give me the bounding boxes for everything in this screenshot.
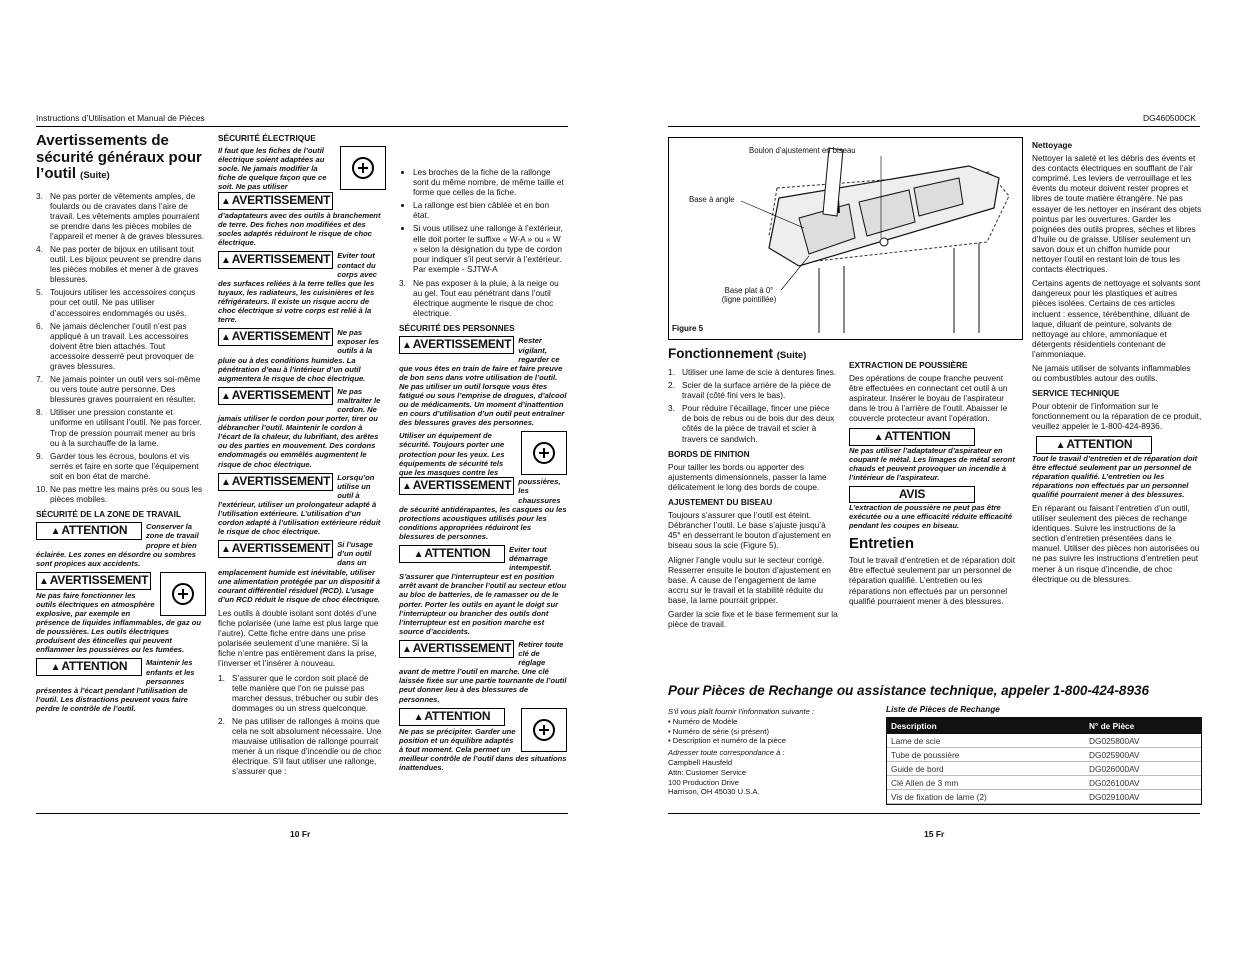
avertissement-label: ▲AVERTISSEMENT (218, 473, 333, 491)
warning-block: ▲AVERTISSEMENT Lorsqu’on utilise un outil à l’extérieur, utiliser un prolongateur adapté à l’utilisation extérieure. L’utilisation d’un cordon adapté à l’utilisation extérieure réduit le risque de choc électrique. (218, 472, 381, 537)
attention-label: ▲ATTENTION (36, 658, 142, 676)
list-item: 7. Ne jamais pointer un outil vers soi-même ou vers toute autre personne. Des blessures graves pourraient en résulter. (36, 374, 201, 405)
warning-triangle-icon: ▲ (402, 481, 412, 493)
right-col-a (668, 346, 838, 633)
warning-block: ▲ATTENTION Eviter tout démarrage intempestif. S’assurer que l’interrupteur est en position arrêt avant de brancher l’outil au secteur et/ou au bloc de batteries, de le ramasser ou de le porter. Porter les outils en ayant le doigt sur l’interrupteur ou brancher des outils dont l’interrupteur est en position marche est source d’accidents. (399, 545, 567, 636)
warning-block: ▲ATTENTION Ne pas se précipiter. Garder une position et un équilibre adaptés à tout moment. Cela permet un meilleur contrôle de l’outil dans des situations inattendues. (399, 708, 567, 772)
parts-banner: Pour Pièces de Rechange ou assistance technique, appeler 1-800-424-8936 (668, 683, 1149, 698)
paragraph: Ne jamais utiliser de solvants inflammables ou combustibles autour des outils. (1032, 362, 1191, 384)
provide-item: • Numéro de série (si présent) (668, 726, 769, 736)
list-item: 3. Pour réduire l’écaillage, fincer une pièce de bois de rebus ou de bois dur des deux côtés de la pièce de travail et scier à travers ce sandwich. (668, 403, 835, 444)
col-header-description: Description (887, 718, 1085, 734)
warning-triangle-icon: ▲ (413, 549, 424, 560)
bullet-item: • Si vous utilisez une rallonge à l’extérieur, elle doit porter le suffixe « W-A » ou « W » selon la désignation du type de cordon pour indiquer s’il peut servir à l’extérieur. Par exemple - SJTW-A (413, 223, 567, 273)
avis-label: AVIS (849, 486, 975, 503)
service-heading: SERVICE TECHNIQUE (1032, 388, 1120, 399)
left-col-3 (399, 133, 567, 776)
list-item: 2. Scier de la surface arrière de la pièce de travail (côté fini vers le bas). (668, 380, 831, 401)
address-line: 100 Production Drive (668, 777, 739, 787)
address-line: Campbell Hausfeld (668, 757, 733, 767)
footer-rule-right (668, 813, 1200, 814)
callout-bevel-bolt: Boulon d’ajustement en biseau (749, 146, 856, 155)
attention-label: ▲ATTENTION (399, 708, 505, 726)
paragraph: Garder la scie fixe et le base fermement sur la pièce de travail. (668, 608, 838, 630)
part-number: DG029100AV (1085, 790, 1201, 804)
parts-list (886, 704, 1202, 805)
fonctionnement-list (668, 367, 838, 444)
avertissement-label: ▲AVERTISSEMENT (399, 640, 514, 658)
part-number: DG026100AV (1085, 776, 1201, 790)
warning-block: ▲AVERTISSEMENT Ne pas exposer les outils à la pluie ou à des conditions humides. La pénétration d’eau à l’intérieur d’un outil augmentera le risque de choc électrique. (218, 328, 380, 383)
address-line: Harrison, OH 45030 U.S.A. (668, 787, 760, 797)
avertissement-label: ▲AVERTISSEMENT (218, 540, 333, 558)
callout-flat-base: Base plat à 0° (ligne pointillée) (721, 286, 777, 304)
paragraph: Certains agents de nettoyage et solvants sont dangereux pour les plastiques et autres pièces isolées. Certains de ces articles incluent : essence, térébenthine, diluant de laque, diluant de peinture, solvants de nettoyage au chlore, ammoniaque et détergents résidentiels contenant de l’ammoniaque. (1032, 278, 1201, 359)
warning-triangle-icon: ▲ (413, 711, 424, 723)
warning-triangle-icon: ▲ (221, 332, 231, 344)
header-rule-left (36, 126, 568, 127)
pers-warnings (399, 336, 567, 772)
extraction-heading: EXTRACTION DE POUSSIÈRE (849, 360, 968, 370)
attention-label: ▲ATTENTION (36, 522, 142, 540)
bullet-item: • La rallonge est bien câblée et en bon état. (413, 200, 567, 220)
left-col-2 (218, 133, 386, 780)
provide-item: • Numéro de Modèle (668, 716, 738, 726)
warning-block: ▲AVERTISSEMENT Rester vigilant, regarder ce que vous êtes en train de faire et faire preuve de bon sens dans votre utilisation de l’outil. Ne pas utiliser un outil lorsque vous êtes fatigué ou sous l’emprise de drogues, d’alcool ou de médicaments. Un moment d’inattention en cours d’utilisation d’un outil peut entraîner des blessures graves des personnes. (399, 336, 567, 428)
part-number: DG025900AV (1085, 748, 1201, 762)
elec-warnings (218, 146, 386, 604)
list-item: 5. Toujours utiliser les accessoires conçus pour cet outil. Ne pas utiliser d’accessoires endommagés ou usés. (36, 287, 196, 318)
pers-heading: SÉCURITÉ DES PERSONNES (399, 323, 515, 334)
part-description: Guide de bord (887, 762, 1085, 776)
list-item: 10. Ne pas mettre les mains près ou sous les pièces mobiles. (36, 484, 203, 505)
extraction-warning: ▲ATTENTION Ne pas utiliser l’adaptateur d’aspirateur en coupant le métal. Les limages de métal seront chauds et peuvent provoquer un incendie à l’intérieur de l’aspirateur. (849, 428, 1015, 482)
warning-block: ▲AVERTISSEMENT Eviter tout contact du corps avec des surfaces reliées à la terre telles que les tuyaux, les radiateurs, les cuisinières et les réfrigérateurs. Il existe un risque accru de choc électrique si votre corps est relié à la terre. (218, 251, 377, 325)
entretien-text: Tout le travail d’entretien et de réparation doit être effectué seulement par un personnel de réparation qualifié. L’entretien ou les réparations non effectués par un personnel qualifié pourraient mener à des blessures. (849, 555, 1016, 606)
warning-block: ▲AVERTISSEMENT Il faut que les fiches de l’outil électrique soient adaptées au socle. Ne jamais modifier la fiche de quelque façon que ce soit. Ne pas utiliser d’adaptateurs avec des outils à branchement de terre. Des fiches non modifiées et des socles adaptés réduiront le risque de choc électrique. (218, 146, 386, 247)
warning-block: ▲AVERTISSEMENT Ne pas maltraiter le cordon. Ne jamais utiliser le cordon pour porter, tirer ou débrancher l’outil. Maintenir le cordon à l’écart de la chaleur, du lubrifiant, des arêtes ou des parties en mouvement. Des cordons endommagés ou emmêlés augmentent le risque de choc électrique. (218, 386, 381, 469)
eye-protection-icon (521, 431, 567, 475)
footer-rule-left (36, 813, 568, 814)
avertissement-label: ▲AVERTISSEMENT (218, 387, 333, 405)
part-description: Clé Allen de 3 mm (887, 776, 1085, 790)
figure-label: Figure 5 (672, 324, 704, 333)
contact-info: S’il vous plaît fournir l’information suivante : • Numéro de Modèle • Numéro de série (si présent) • Description et numéro de la pièce Adresser toute correspondance à : Campbell Hausfeld Attn: Customer Service 100 Production Drive Harrison, OH 45030 U.S.A. (668, 707, 868, 797)
avertissement-label: ▲AVERTISSEMENT (218, 251, 333, 269)
right-col-c (1032, 140, 1202, 588)
table-row (887, 762, 1201, 776)
zone-heading: SÉCURITÉ DE LA ZONE DE TRAVAIL (36, 509, 182, 520)
explosion-icon (160, 572, 206, 616)
warning-triangle-icon: ▲ (39, 575, 49, 587)
attention-label: ▲ATTENTION (849, 428, 975, 446)
col-header-part-number: N° de Pièce (1085, 718, 1201, 734)
part-description: Vis de fixation de lame (2) (887, 790, 1085, 804)
part-description: Lame de scie (887, 734, 1085, 748)
list-item: 8. Utiliser une pression constante et uniforme en utilisant l’outil. Ne pas forcer. Trop de pression pourrait mener au bris ou à la surchauffe de la lame. (36, 407, 202, 448)
callout-angle-base: Base à angle (689, 195, 735, 204)
entretien-title: Entretien (849, 535, 915, 553)
table-row (887, 776, 1201, 790)
page-number-left: 10 Fr (290, 829, 311, 839)
elec-list-3 (399, 278, 567, 318)
list-item: 3. Ne pas exposer à la pluie, à la neige ou au gel. Tout eau pénétrant dans l’outil électrique augmente le risque de choc électrique. (399, 277, 559, 319)
table-row (887, 790, 1201, 804)
parts-title: Liste de Pièces de Rechange (886, 704, 1000, 714)
biseau-heading: AJUSTEMENT DU BISEAU (668, 497, 773, 508)
paragraph: Aligner l’angle voulu sur le secteur corrigé. Resserrer ensuite le bouton d’ajustement en base. À cause de l’engagement de lame accru sur le travail et la stabilité réduite du base, la lame pourrait gripper. (668, 554, 831, 605)
address-line: Attn: Customer Service (668, 767, 747, 777)
list-item: 3. Ne pas porter de vêtements amples, de foulards ou de cravates dans l’aire de travail. Les vêtements amples pourraient se prendre dans les pièces mobiles de l’appareil et mener à de graves blessures. (36, 190, 205, 241)
elec-paragraph: Les outils à double isolant sont dotés d’une fiche polarisée (une lame est plus large que l’autre). Cette fiche entre dans une prise polarisée seulement d’une manière. Si la fiche n’entre pas entièrement dans la prise, l’inverser et l’insérer à nouveau. (218, 607, 379, 669)
warning-block: ▲AVERTISSEMENT Retirer toute clé de réglage avant de mettre l’outil en marche. Une clé laissée fixée sur une partie tournante de l’outil peut donner lieu à des blessures de personnes. (399, 639, 567, 704)
warning-triangle-icon: ▲ (873, 431, 884, 443)
table-row (887, 734, 1201, 748)
avertissement-label: ▲AVERTISSEMENT (399, 477, 514, 495)
service-warning: ▲ATTENTION Tout le travail d’entretien et de réparation doit être effectué seulement par un personnel de réparation qualifié. L’entretien ou les réparations non effectués par un personnel qualifié pourraient mener à des blessures. (1032, 436, 1198, 499)
right-col-b (849, 360, 1019, 610)
fonctionnement-title: Fonctionnement (Suite) (668, 346, 807, 361)
service-paragraph: En réparant ou faisant l’entretien d’un outil, utiliser seulement des pièces de rechange identiques. Suivre les instructions de la section d’entretien présentées dans le manuel. Utiliser des pièces non autorisées ou ne pas suivre les instructions d’entretien peut mener à un risque d’incendie, de choc électrique ou de blessures. (1032, 503, 1200, 584)
warning-triangle-icon: ▲ (221, 390, 231, 402)
warning-triangle-icon: ▲ (402, 643, 412, 655)
bords-text: Pour tailler les bords ou apporter des ajustements dimensionnels, passer la lame délicatement le long des bords de coupe. (668, 461, 827, 492)
paragraph: Toujours s’assurer que l’outil est éteint. Débrancher l’outil. Le base s’ajuste jusqu’à 45° en desserrant le bouton d’ajustement en biseau sous la scie (Figure 5). (668, 510, 831, 551)
warning-block: ▲AVERTISSEMENT Ne pas faire fonctionner les outils électriques en atmosphère explosive, par exemple en présence de liquides inflammables, de gaz ou de poussières. Les outils électriques produisent des étincelles qui peuvent enflammer les poussières ou les fumées. (36, 572, 206, 655)
electric-shock-icon (340, 146, 386, 190)
header-rule-right (668, 126, 1200, 127)
list-item: 1. S’assurer que le cordon soit placé de telle manière que l’on ne puisse pas marcher dessus, trébucher ou subir des dommages ou un stress quelconque. (218, 672, 379, 713)
left-col-1 (36, 133, 206, 717)
zone-warnings (36, 522, 206, 713)
warning-triangle-icon: ▲ (50, 526, 61, 538)
biseau-paragraphs (668, 510, 838, 629)
header-right: DG460500CK (1143, 113, 1196, 123)
warning-block: ▲ATTENTION Maintenir les enfants et les personnes présentes à l’écart pendant l’utilisation de l’outil. Les distractions peuvent vous faire perdre le contrôle de l’outil. (36, 658, 195, 713)
figure-5 (668, 137, 1023, 340)
page-number-right: 15 Fr (924, 829, 945, 839)
warning-block: ▲AVERTISSEMENT Si l’usage d’un outil dans un emplacement humide est inévitable, utiliser une alimentation protégée par un dispositif à courant différentiel résiduel (RCD). L’usage d’un RCD réduit le risque de choc électrique. (218, 540, 381, 604)
warning-triangle-icon: ▲ (221, 255, 231, 267)
nettoyage-paragraphs (1032, 153, 1202, 383)
warning-triangle-icon: ▲ (221, 544, 231, 556)
elec-heading: SÉCURITÉ ÉLECTRIQUE (218, 133, 316, 143)
avertissement-label: ▲AVERTISSEMENT (399, 336, 514, 354)
warning-block: ▲ATTENTION Conserver la zone de travail propre et bien éclairée. Les zones en désordre ou sombres sont propices aux accidents. (36, 522, 199, 568)
bords-heading: BORDS DE FINITION (668, 448, 750, 459)
part-number: DG026000AV (1085, 762, 1201, 776)
nettoyage-heading: Nettoyage (1032, 140, 1073, 150)
list-item: 2. Ne pas utiliser de rallonges à moins que cela ne soit absolument nécessaire. Une mauvaise utilisation de rallonge pourrait mener à un risque d’incendie ou de choc électrique. S’il faut utiliser une rallonge, s’assurer que : (218, 715, 382, 777)
table-row (887, 748, 1201, 762)
list-item: 1. Utiliser une lame de scie à dentures fines. (668, 367, 837, 377)
list-item: 9. Garder tous les écrous, boulons et vis serrés et faire en sorte que l’équipement soit en bon état de marche. (36, 450, 199, 481)
saw-base-illustration (669, 138, 1022, 339)
paragraph: Nettoyer la saleté et les débris des évents et des contacts électriques en soufflant de l’air comprimé. Les leviers de verrouillage et les évents du moteur doivent rester propres et libres de toute matière étrangère. Ne pas essayer de les nettoyer en insérant des objets pointus par les ouvertures. Garder les poignées des outils propres, sèches et libres d’huile ou de graisse. Utiliser seulement un savon doux et un chiffon humide pour nettoyer l’outil en restant loin de tous les contacts électriques. (1032, 153, 1202, 275)
warning-triangle-icon: ▲ (221, 476, 231, 488)
warning-triangle-icon: ▲ (402, 340, 412, 352)
avis-warning: AVIS L’extraction de poussière ne peut pas être exécutée ou a une efficacité réduite efficacité pendant les coupes en biseau. (849, 486, 1013, 531)
general-warnings-list (36, 191, 206, 505)
warning-block: ▲AVERTISSEMENT Utiliser un équipement de sécurité. Toujours porter une protection pour les yeux. Les équipements de sécurité tels que les masques contre les poussières, les chaussures de sécurité antidérapantes, les casques ou les protections acoustiques utilisés pour les conditions appropriées réduiront les blessures de personnes. (399, 431, 567, 541)
service-text: Pour obtenir de l’information sur le fonctionnement ou la réparation de ce produit, veuillez appeler le 1-800-424-8936. (1032, 401, 1202, 432)
warning-triangle-icon: ▲ (50, 662, 61, 674)
avertissement-label: ▲AVERTISSEMENT (36, 572, 151, 590)
warning-triangle-icon: ▲ (1055, 439, 1066, 451)
warning-triangle-icon: ▲ (221, 196, 231, 208)
header-left: Instructions d’Utilisation et Manual de Pièces (36, 113, 205, 123)
list-item: 4. Ne pas porter de bijoux en utilisant tout outil. Les bijoux peuvent se prendre dans les pièces mobiles et mener à de graves blessures. (36, 243, 202, 285)
rallonge-list (399, 167, 567, 274)
general-warnings-title: Avertissements de sécurité généraux pour l’outil (Suite) (36, 132, 202, 182)
bullet-item: • Les broches de la fiche de la rallonge sont du même nombre, de même taille et forme que celles de la fiche. (413, 167, 567, 197)
attention-label: ▲ATTENTION (1036, 436, 1152, 454)
ladder-fall-icon (521, 708, 567, 752)
elec-list (218, 673, 386, 777)
part-number: DG025800AV (1085, 734, 1201, 748)
attention-label: ▲ATTENTION (399, 545, 505, 563)
list-item: 6. Ne jamais déclencher l’outil n’est pas appliqué à un travail. Les accessoires doivent être bien attachés. Tout accessoire desserré peut provoquer de graves blessures. (36, 320, 194, 371)
extraction-text: Des opérations de coupe franche peuvent être effectuées en connectant cet outil à un aspirateur. Insérer le boyau de l’aspirateur dans le trou à l’arrière de l’outil. Abaisser le couvercle protecteur avant l’opération. (849, 373, 1008, 424)
avertissement-label: ▲AVERTISSEMENT (218, 192, 333, 210)
part-description: Tube de poussière (887, 748, 1085, 762)
avertissement-label: ▲AVERTISSEMENT (218, 328, 333, 346)
provide-item: • Description et numéro de la pièce (668, 736, 786, 746)
parts-table (887, 718, 1201, 804)
